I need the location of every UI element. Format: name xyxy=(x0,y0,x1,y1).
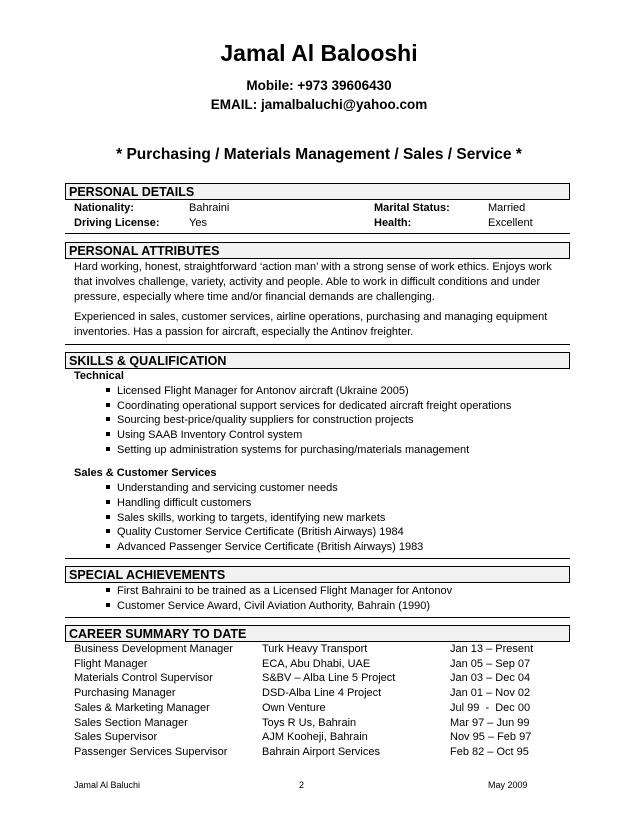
mobile-number: Mobile: +973 39606430 xyxy=(246,78,392,93)
section-title: PERSONAL DETAILS xyxy=(69,185,195,199)
list-item: Sourcing best-price/quality suppliers for construction projects xyxy=(117,414,414,426)
email-address: EMAIL: jamalbaluchi@yahoo.com xyxy=(210,97,428,112)
section-divider xyxy=(65,233,570,234)
nationality-value: Bahraini xyxy=(189,202,230,214)
section-header-career-summary xyxy=(65,625,570,642)
list-item: Using SAAB Inventory Control system xyxy=(117,429,303,441)
career-dates: Jul 99 - Dec 00 xyxy=(450,702,531,714)
section-header-personal-attributes xyxy=(65,242,570,259)
career-company: AJM Kooheji, Bahrain xyxy=(262,731,368,743)
list-item: First Bahraini to be trained as a Licensed Flight Manager for Antonov xyxy=(117,585,453,597)
career-company: S&BV – Alba Line 5 Project xyxy=(262,672,396,684)
career-company: Bahrain Airport Services xyxy=(262,746,380,758)
sales-subheading: Sales & Customer Services xyxy=(74,467,217,479)
career-dates: Jan 13 – Present xyxy=(450,643,534,655)
career-role: Passenger Services Supervisor xyxy=(74,746,228,758)
career-dates: Jan 03 – Dec 04 xyxy=(450,672,531,684)
section-title: PERSONAL ATTRIBUTES xyxy=(69,244,220,258)
attributes-paragraph-2: Experienced in sales, customer services, airline operations, purchasing and managing equipment inventories. Has a passion for aircraft, especially the Antinov freighter. xyxy=(74,311,548,338)
list-item: Licensed Flight Manager for Antonov aircraft (Ukraine 2005) xyxy=(117,385,409,397)
career-role: Sales Supervisor xyxy=(74,731,158,743)
list-item: Sales skills, working to targets, identifying new markets xyxy=(117,512,386,524)
career-company: Turk Heavy Transport xyxy=(262,643,368,655)
attributes-paragraph-1: Hard working, honest, straightforward ‘action man’ with a strong sense of work ethics. Enjoys work that involves challenge, variety, activity and people. Able to work in difficult conditions and under pressure, especially where time and/or financial demands are challenging. xyxy=(74,261,552,303)
career-role: Materials Control Supervisor xyxy=(74,672,213,684)
health-label: Health: xyxy=(374,217,412,229)
nationality-label: Nationality: xyxy=(74,202,134,214)
list-item: Handling difficult customers xyxy=(117,497,252,509)
career-role: Business Development Manager xyxy=(74,643,233,655)
career-role: Sales & Marketing Manager xyxy=(74,702,210,714)
candidate-name: Jamal Al Balooshi xyxy=(220,40,418,66)
section-header-skills xyxy=(65,352,570,369)
section-divider xyxy=(65,617,570,618)
list-item: Understanding and servicing customer needs xyxy=(117,482,338,494)
health-value: Excellent xyxy=(488,217,533,229)
technical-subheading: Technical xyxy=(74,370,124,382)
driving-license-label: Driving License: xyxy=(74,217,160,229)
list-item: Customer Service Award, Civil Aviation Authority, Bahrain (1990) xyxy=(117,600,431,612)
section-divider xyxy=(65,558,570,559)
career-dates: Jan 05 – Sep 07 xyxy=(450,658,531,670)
section-title: SPECIAL ACHIEVEMENTS xyxy=(69,568,226,582)
list-item: Quality Customer Service Certificate (British Airways) 1984 xyxy=(117,526,404,538)
career-dates: Nov 95 – Feb 97 xyxy=(450,731,532,743)
career-role: Flight Manager xyxy=(74,658,148,670)
career-company: Own Venture xyxy=(262,702,326,714)
list-item: Advanced Passenger Service Certificate (British Airways) 1983 xyxy=(117,541,424,553)
career-objective: * Purchasing / Materials Management / Sales / Service * xyxy=(116,146,522,163)
section-header-personal-details xyxy=(65,183,570,200)
career-dates: Jan 01 – Nov 02 xyxy=(450,687,531,699)
career-company: Toys R Us, Bahrain xyxy=(262,717,357,729)
career-dates: Feb 82 – Oct 95 xyxy=(450,746,529,758)
section-title: CAREER SUMMARY TO DATE xyxy=(69,627,247,641)
list-item: Coordinating operational support services for dedicated aircraft freight operations xyxy=(117,400,512,412)
career-role: Purchasing Manager xyxy=(74,687,176,699)
career-role: Sales Section Manager xyxy=(74,717,188,729)
career-dates: Mar 97 – Jun 99 xyxy=(450,717,530,729)
footer-date: May 2009 xyxy=(488,780,528,790)
marital-status-value: Married xyxy=(488,202,526,214)
list-item: Setting up administration systems for purchasing/materials management xyxy=(117,444,470,456)
section-divider xyxy=(65,344,570,345)
marital-status-label: Marital Status: xyxy=(374,202,450,214)
career-company: ECA, Abu Dhabi, UAE xyxy=(262,658,371,670)
section-title: SKILLS & QUALIFICATION xyxy=(69,354,227,368)
driving-license-value: Yes xyxy=(189,217,207,229)
section-header-achievements xyxy=(65,566,570,583)
footer-page-number: 2 xyxy=(299,780,305,790)
career-company: DSD-Alba Line 4 Project xyxy=(262,687,382,699)
footer-author: Jamal Al Baluchi xyxy=(74,780,141,790)
